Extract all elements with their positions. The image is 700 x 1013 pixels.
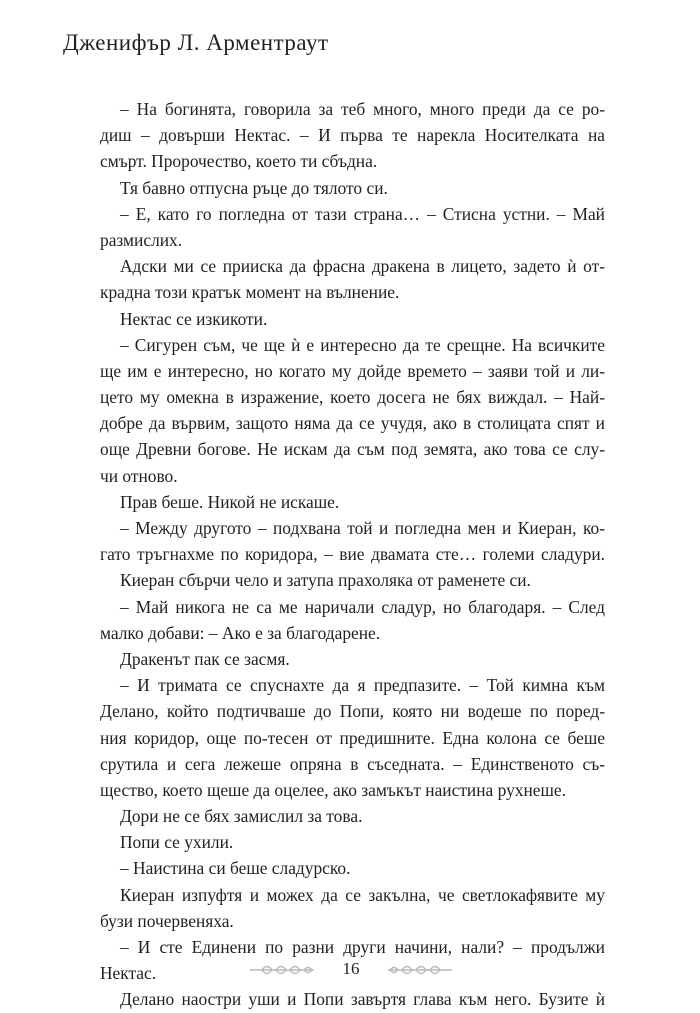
- text-line: срутила и сега лежеше опряна в съседната. – Единственото съ-: [100, 753, 605, 774]
- text-line: размислих.: [100, 229, 183, 250]
- text-line: Дракенът пак се засмя.: [120, 648, 290, 669]
- text-line: Дори не се бях замислил за това.: [120, 806, 363, 827]
- text-line: Попи се ухили.: [120, 832, 234, 853]
- page-number: 16: [342, 959, 360, 978]
- text-line: крадна този кратък момент на вълнение.: [100, 282, 400, 303]
- body-text: [100, 96, 605, 1013]
- text-line: Прав беше. Никой не искаше.: [120, 491, 340, 512]
- running-header-author: Дженифър Л. Арментраут: [63, 30, 329, 55]
- text-line: – Наистина си беше сладурско.: [120, 858, 351, 879]
- text-line: Тя бавно отпусна ръце до тялото си.: [120, 177, 388, 198]
- text-line: Киеран сбърчи чело и затупа прахоляка от раменете си.: [120, 570, 531, 591]
- text-line: добре да вървим, защото няма да се учудя, ако в столицата спят и: [100, 413, 605, 434]
- text-line: – И сте Единени по разни други начини, нали? – продължи: [120, 937, 605, 957]
- text-line: диш – довърши Нектас. – И първа те нарекла Носителката на: [100, 125, 605, 146]
- text-line: цето му омекна в изражение, което досега не бях виждал. – Най-: [100, 387, 605, 408]
- text-line: още Древни богове. Не искам да съм под земята, ако това се слу-: [100, 439, 605, 460]
- text-line: смърт. Пророчество, което ти сбъдна.: [100, 151, 378, 172]
- text-line: – Май никога не са ме наричали сладур, но благодаря. – След: [120, 596, 605, 617]
- right-ornament-icon: [384, 961, 454, 979]
- text-line: – Между другото – подхвана той и погледна мен и Киеран, ко-: [120, 518, 605, 538]
- text-line: – Е, като го погледна от тази страна… – Стисна устни. – Май: [120, 203, 605, 224]
- text-line: Нектас.: [100, 963, 157, 984]
- text-line: – На богинята, говорила за теб много, много преди да се ро-: [120, 99, 605, 119]
- text-line: щество, което щеше да оцелее, ако замъкът наистина рухнеше.: [100, 779, 566, 800]
- text-line: чи отново.: [100, 465, 178, 486]
- text-line: Нектас се изкикоти.: [120, 308, 268, 329]
- text-line: ния коридор, още по-тесен от предишните. Една колона се беше: [100, 727, 605, 748]
- text-line: ще им е интересно, но когато му дойде времето – заяви той и ли-: [100, 360, 605, 381]
- text-line: Делано, който подтичваше до Попи, която ни водеше по поред-: [100, 701, 605, 722]
- text-line: – Сигурен съм, че ще ѝ е интересно да те срещне. На всичките: [120, 334, 605, 355]
- page-footer: [0, 955, 700, 985]
- text-line: малко добави: – Ако е за благодарене.: [100, 622, 381, 643]
- text-line: гато тръгнахме по коридора, – вие двамата сте… големи сладури.: [100, 544, 605, 565]
- left-ornament-icon: [248, 961, 318, 979]
- text-line: – И тримата се спуснахте да я предпазите. – Той кимна към: [120, 675, 605, 696]
- text-line: Делано наостри уши и Попи завъртя глава към него. Бузите ѝ: [120, 989, 605, 1010]
- text-line: Адски ми се прииска да фрасна дракена в лицето, задето ѝ от-: [120, 256, 605, 277]
- text-line: Киеран изпуфтя и можех да се закълна, че светлокафявите му: [120, 884, 605, 905]
- text-line: бузи почервеняха.: [100, 910, 234, 931]
